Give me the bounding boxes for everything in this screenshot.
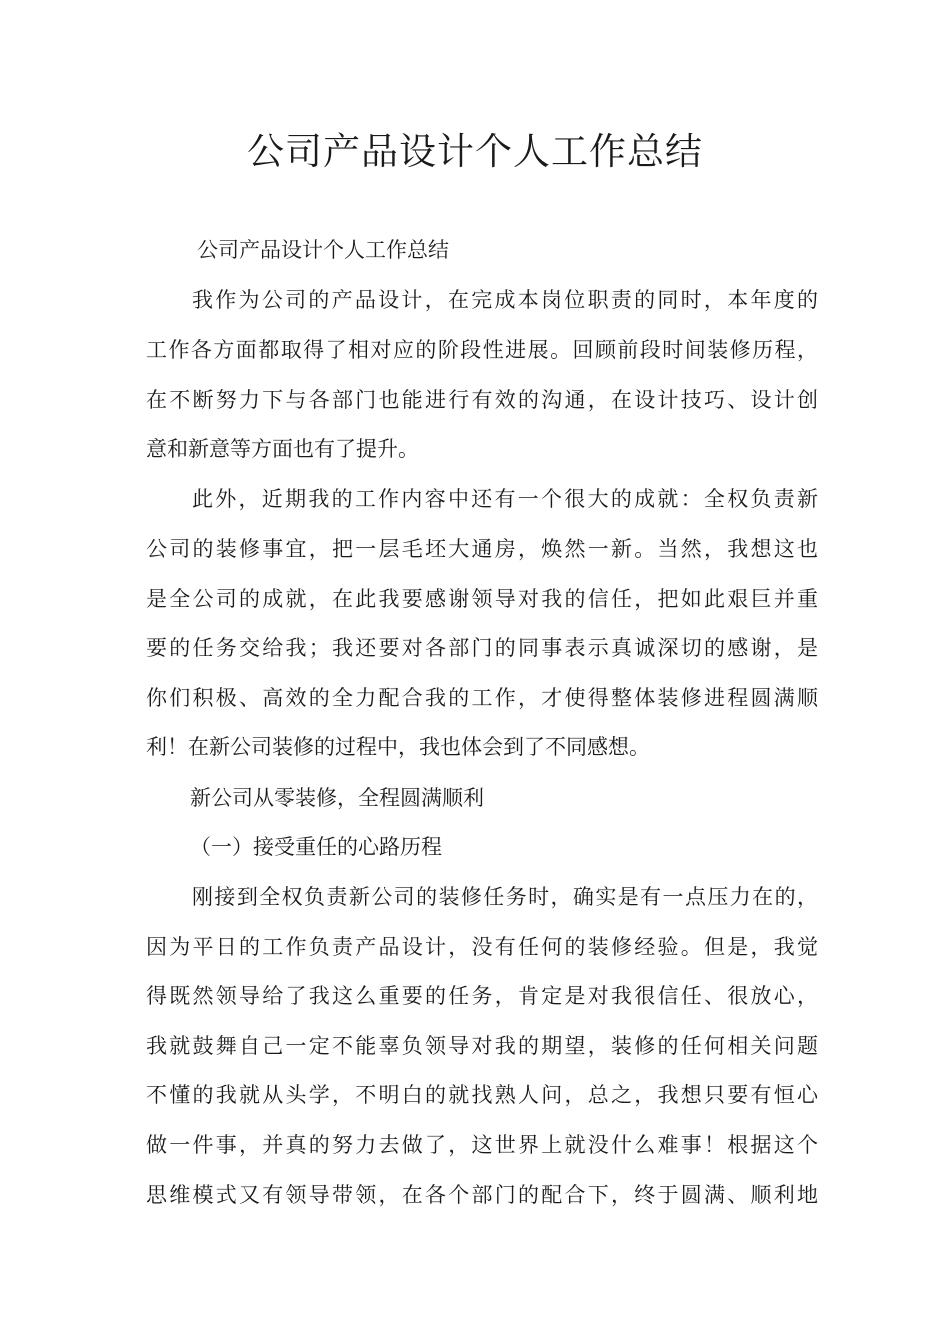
paragraph-line: 意和新意等方面也有了提升。 bbox=[146, 437, 419, 461]
paragraph-line: 利！在新公司装修的过程中，我也体会到了不同感想。 bbox=[146, 735, 650, 759]
paragraph-line: 因为平日的工作负责产品设计，没有任何的装修经验。但是，我觉 bbox=[146, 935, 818, 959]
paragraph-line: 思维模式又有领导带领，在各个部门的配合下，终于圆满、顺利地 bbox=[146, 1183, 818, 1207]
paragraph-line: 是全公司的成就，在此我要感谢领导对我的信任，把如此艰巨并重 bbox=[146, 587, 818, 611]
section-heading: 新公司从零装修，全程圆满顺利 bbox=[190, 786, 484, 810]
paragraph-line: 我作为公司的产品设计，在完成本岗位职责的同时，本年度的 bbox=[192, 288, 818, 312]
document-subtitle: 公司产品设计个人工作总结 bbox=[197, 238, 449, 262]
paragraph-line: 不懂的我就从头学，不明白的就找熟人问，总之，我想只要有恒心 bbox=[146, 1083, 818, 1107]
paragraph-line: 你们积极、高效的全力配合我的工作，才使得整体装修进程圆满顺 bbox=[146, 686, 818, 710]
paragraph-line: 做一件事，并真的努力去做了，这世界上就没什么难事！根据这个 bbox=[146, 1133, 818, 1157]
document-title: 公司产品设计个人工作总结 bbox=[247, 130, 703, 173]
subsection-heading: （一）接受重任的心路历程 bbox=[190, 835, 442, 859]
paragraph-line: 我就鼓舞自己一定不能辜负领导对我的期望，装修的任何相关问题 bbox=[146, 1034, 818, 1058]
paragraph-line: 此外，近期我的工作内容中还有一个很大的成就：全权负责新 bbox=[192, 487, 818, 511]
paragraph-line: 得既然领导给了我这么重要的任务，肯定是对我很信任、很放心， bbox=[146, 984, 818, 1008]
paragraph-line: 刚接到全权负责新公司的装修任务时，确实是有一点压力在的， bbox=[192, 885, 818, 909]
paragraph-line: 在不断努力下与各部门也能进行有效的沟通，在设计技巧、设计创 bbox=[146, 388, 818, 412]
paragraph-line: 工作各方面都取得了相对应的阶段性进展。回顾前段时间装修历程， bbox=[146, 338, 818, 362]
paragraph-line: 要的任务交给我；我还要对各部门的同事表示真诚深切的感谢，是 bbox=[146, 636, 818, 660]
paragraph-line: 公司的装修事宜，把一层毛坯大通房，焕然一新。当然，我想这也 bbox=[146, 537, 818, 561]
